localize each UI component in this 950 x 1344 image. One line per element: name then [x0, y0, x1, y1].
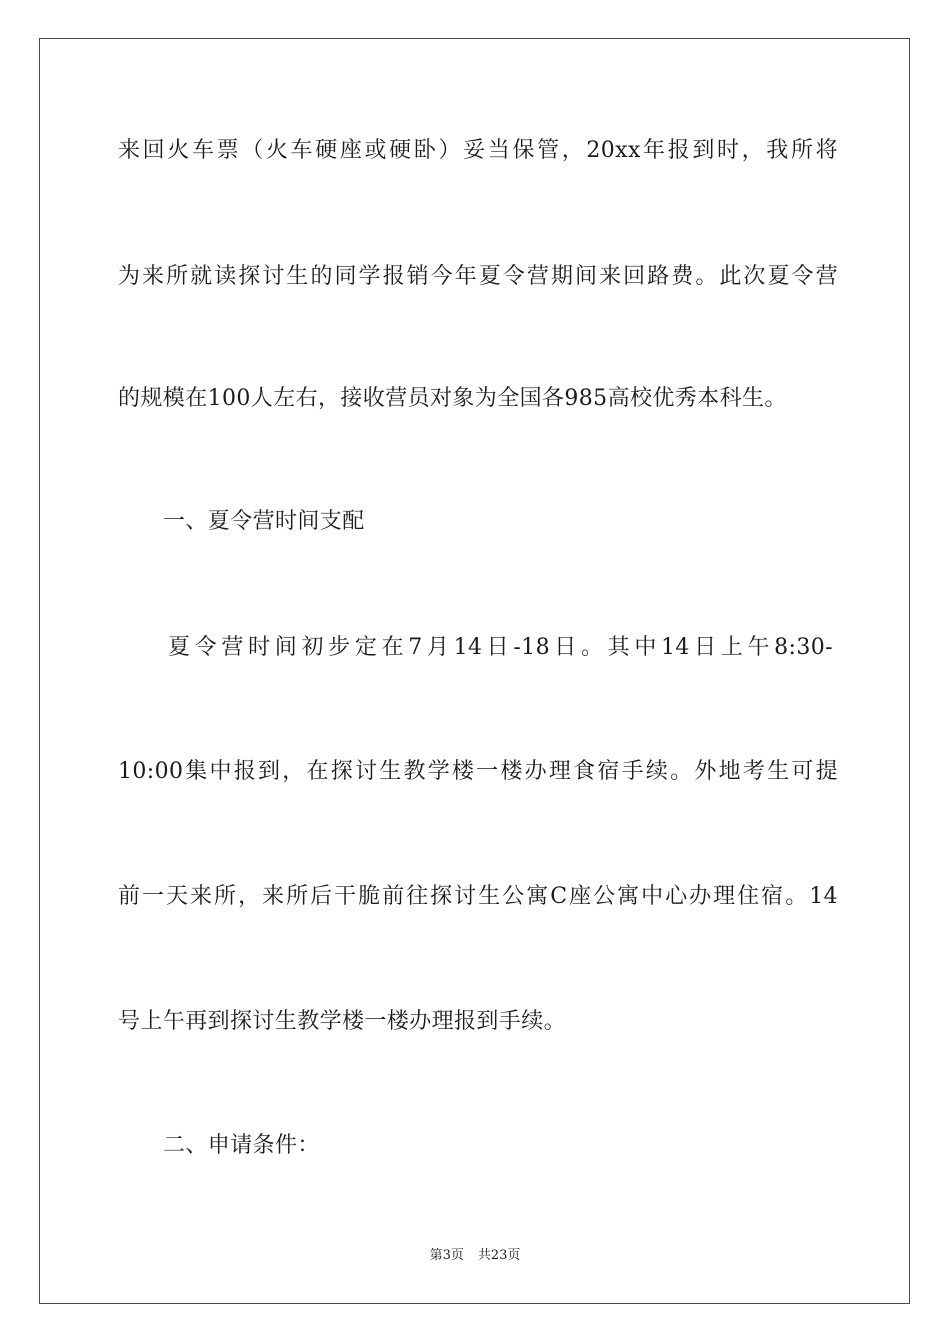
section-heading: 二、申请条件：: [163, 1133, 320, 1158]
paragraph-line: 夏令营时间初步定在7月14日-18日。其中14日上午8:30-: [168, 635, 833, 660]
paragraph-line: 来回火车票（火车硬座或硬卧）妥当保管，20xx年报到时，我所将: [118, 138, 838, 163]
paragraph-line: 前一天来所，来所后干脆前往探讨生公寓C座公寓中心办理住宿。14: [118, 884, 838, 909]
paragraph-line: 10:00集中报到，在探讨生教学楼一楼办理食宿手续。外地考生可提: [118, 759, 838, 784]
paragraph-line: 为来所就读探讨生的同学报销今年夏令营期间来回路费。此次夏令营: [118, 264, 838, 289]
page-footer: [0, 1247, 950, 1265]
section-heading: 一、夏令营时间支配: [163, 509, 365, 534]
page-number: 第3页: [429, 1248, 464, 1263]
paragraph-line: 的规模在100人左右，接收营员对象为全国各985高校优秀本科生。: [118, 386, 787, 411]
paragraph-line: 号上午再到探讨生教学楼一楼办理报到手续。: [118, 1009, 567, 1034]
page-border: [39, 38, 910, 1304]
page-total: 共23页: [477, 1248, 521, 1263]
